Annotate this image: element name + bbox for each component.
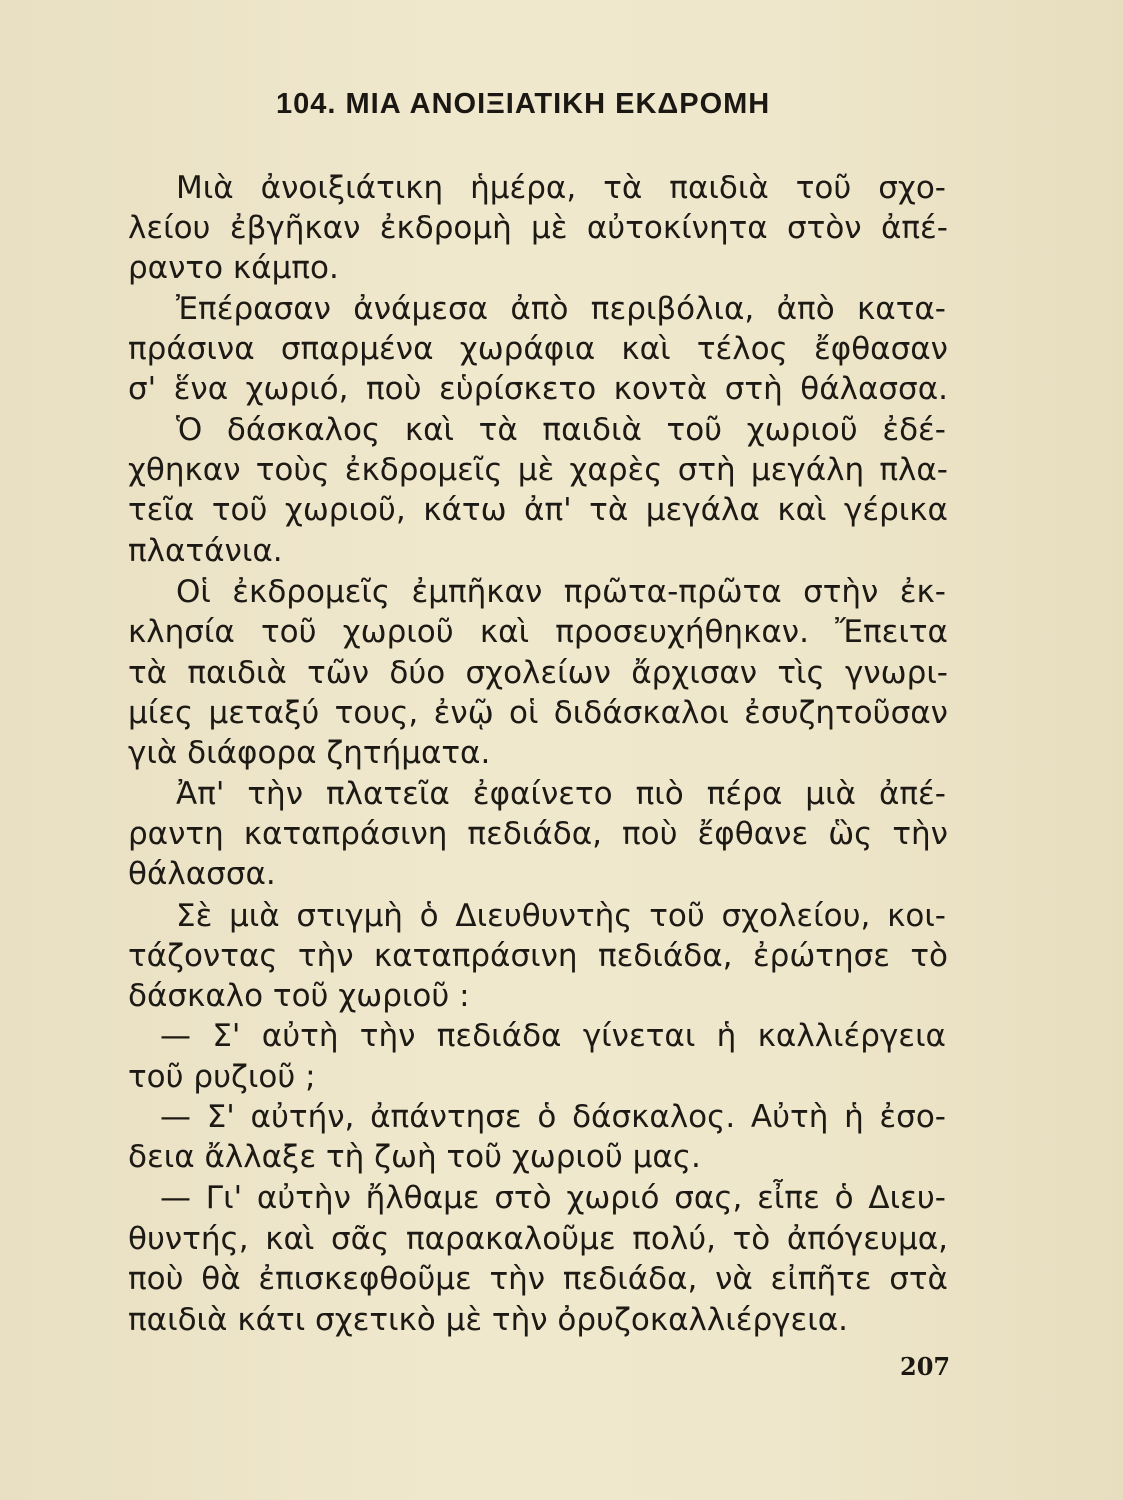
- text-line: τὰ παιδιὰ τῶν δύο σχολείων ἄρχισαν τὶς γνωρι-: [128, 655, 948, 691]
- text-line: θυντής, καὶ σᾶς παρακαλοῦμε πολύ, τὸ ἀπόγευμα,: [128, 1221, 948, 1257]
- text-line: τοῦ ρυζιοῦ ;: [128, 1059, 316, 1095]
- text-line: δάσκαλο τοῦ χωριοῦ :: [128, 978, 470, 1014]
- text-line: θάλασσα.: [128, 856, 276, 892]
- text-line: τεῖα τοῦ χωριοῦ, κάτω ἀπ' τὰ μεγάλα καὶ γέρικα: [128, 492, 948, 528]
- text-line: ραντη καταπράσινη πεδιάδα, ποὺ ἔφθανε ὣς τὴν: [128, 816, 948, 852]
- page-number: 207: [900, 1352, 951, 1381]
- text-line: πλατάνια.: [128, 533, 283, 569]
- text-line: ποὺ θὰ ἐπισκεφθοῦμε τὴν πεδιάδα, νὰ εἰπῆτε στὰ: [128, 1261, 948, 1297]
- text-line: Σὲ μιὰ στιγμὴ ὁ Διευθυντὴς τοῦ σχολείου, κοι-: [176, 898, 946, 934]
- text-line: Μιὰ ἀνοιξιάτικη ἡμέρα, τὰ παιδιὰ τοῦ σχο-: [176, 170, 946, 206]
- text-line: — Γι' αὐτὴν ἤλθαμε στὸ χωριό σας, εἶπε ὁ Διευ-: [160, 1180, 946, 1216]
- text-line: — Σ' αὐτήν, ἀπάντησε ὁ δάσκαλος. Αὐτὴ ἡ ἐσο-: [160, 1099, 946, 1135]
- text-line: παιδιὰ κάτι σχετικὸ μὲ τὴν ὀρυζοκαλλιέργεια.: [128, 1302, 849, 1338]
- text-line: ραντο κάμπο.: [128, 250, 339, 286]
- chapter-title: 104. ΜΙΑ ΑΝΟΙΞΙΑΤΙΚΗ ΕΚΔΡΟΜΗ: [276, 88, 771, 120]
- text-line: Ἀπ' τὴν πλατεῖα ἐφαίνετο πιὸ πέρα μιὰ ἀπέ-: [176, 776, 946, 812]
- text-line: κλησία τοῦ χωριοῦ καὶ προσευχήθηκαν. Ἔπειτα: [128, 614, 948, 650]
- text-line: πράσινα σπαρμένα χωράφια καὶ τέλος ἔφθασαν: [128, 331, 948, 367]
- text-line: σ' ἕνα χωριό, ποὺ εὑρίσκετο κοντὰ στὴ θάλασσα.: [128, 371, 948, 407]
- text-line: μίες μεταξύ τους, ἐνῷ οἱ διδάσκαλοι ἐσυζητοῦσαν: [128, 695, 948, 731]
- text-line: — Σ' αὐτὴ τὴν πεδιάδα γίνεται ἡ καλλιέργεια: [160, 1018, 946, 1054]
- text-line: γιὰ διάφορα ζητήματα.: [128, 735, 491, 771]
- text-line: δεια ἄλλαξε τὴ ζωὴ τοῦ χωριοῦ μας.: [128, 1139, 701, 1175]
- text-line: λείου ἐβγῆκαν ἐκδρομὴ μὲ αὐτοκίνητα στὸν ἀπέ-: [128, 210, 948, 246]
- text-line: Ἐπέρασαν ἀνάμεσα ἀπὸ περιβόλια, ἀπὸ κατα-: [176, 291, 946, 327]
- text-line: χθηκαν τοὺς ἐκδρομεῖς μὲ χαρὲς στὴ μεγάλη πλα-: [128, 452, 948, 488]
- text-line: Ὁ δάσκαλος καὶ τὰ παιδιὰ τοῦ χωριοῦ ἐδέ-: [176, 412, 946, 448]
- text-line: Οἱ ἐκδρομεῖς ἐμπῆκαν πρῶτα-πρῶτα στὴν ἐκ-: [176, 574, 946, 610]
- text-line: τάζοντας τὴν καταπράσινη πεδιάδα, ἐρώτησε τὸ: [128, 938, 948, 974]
